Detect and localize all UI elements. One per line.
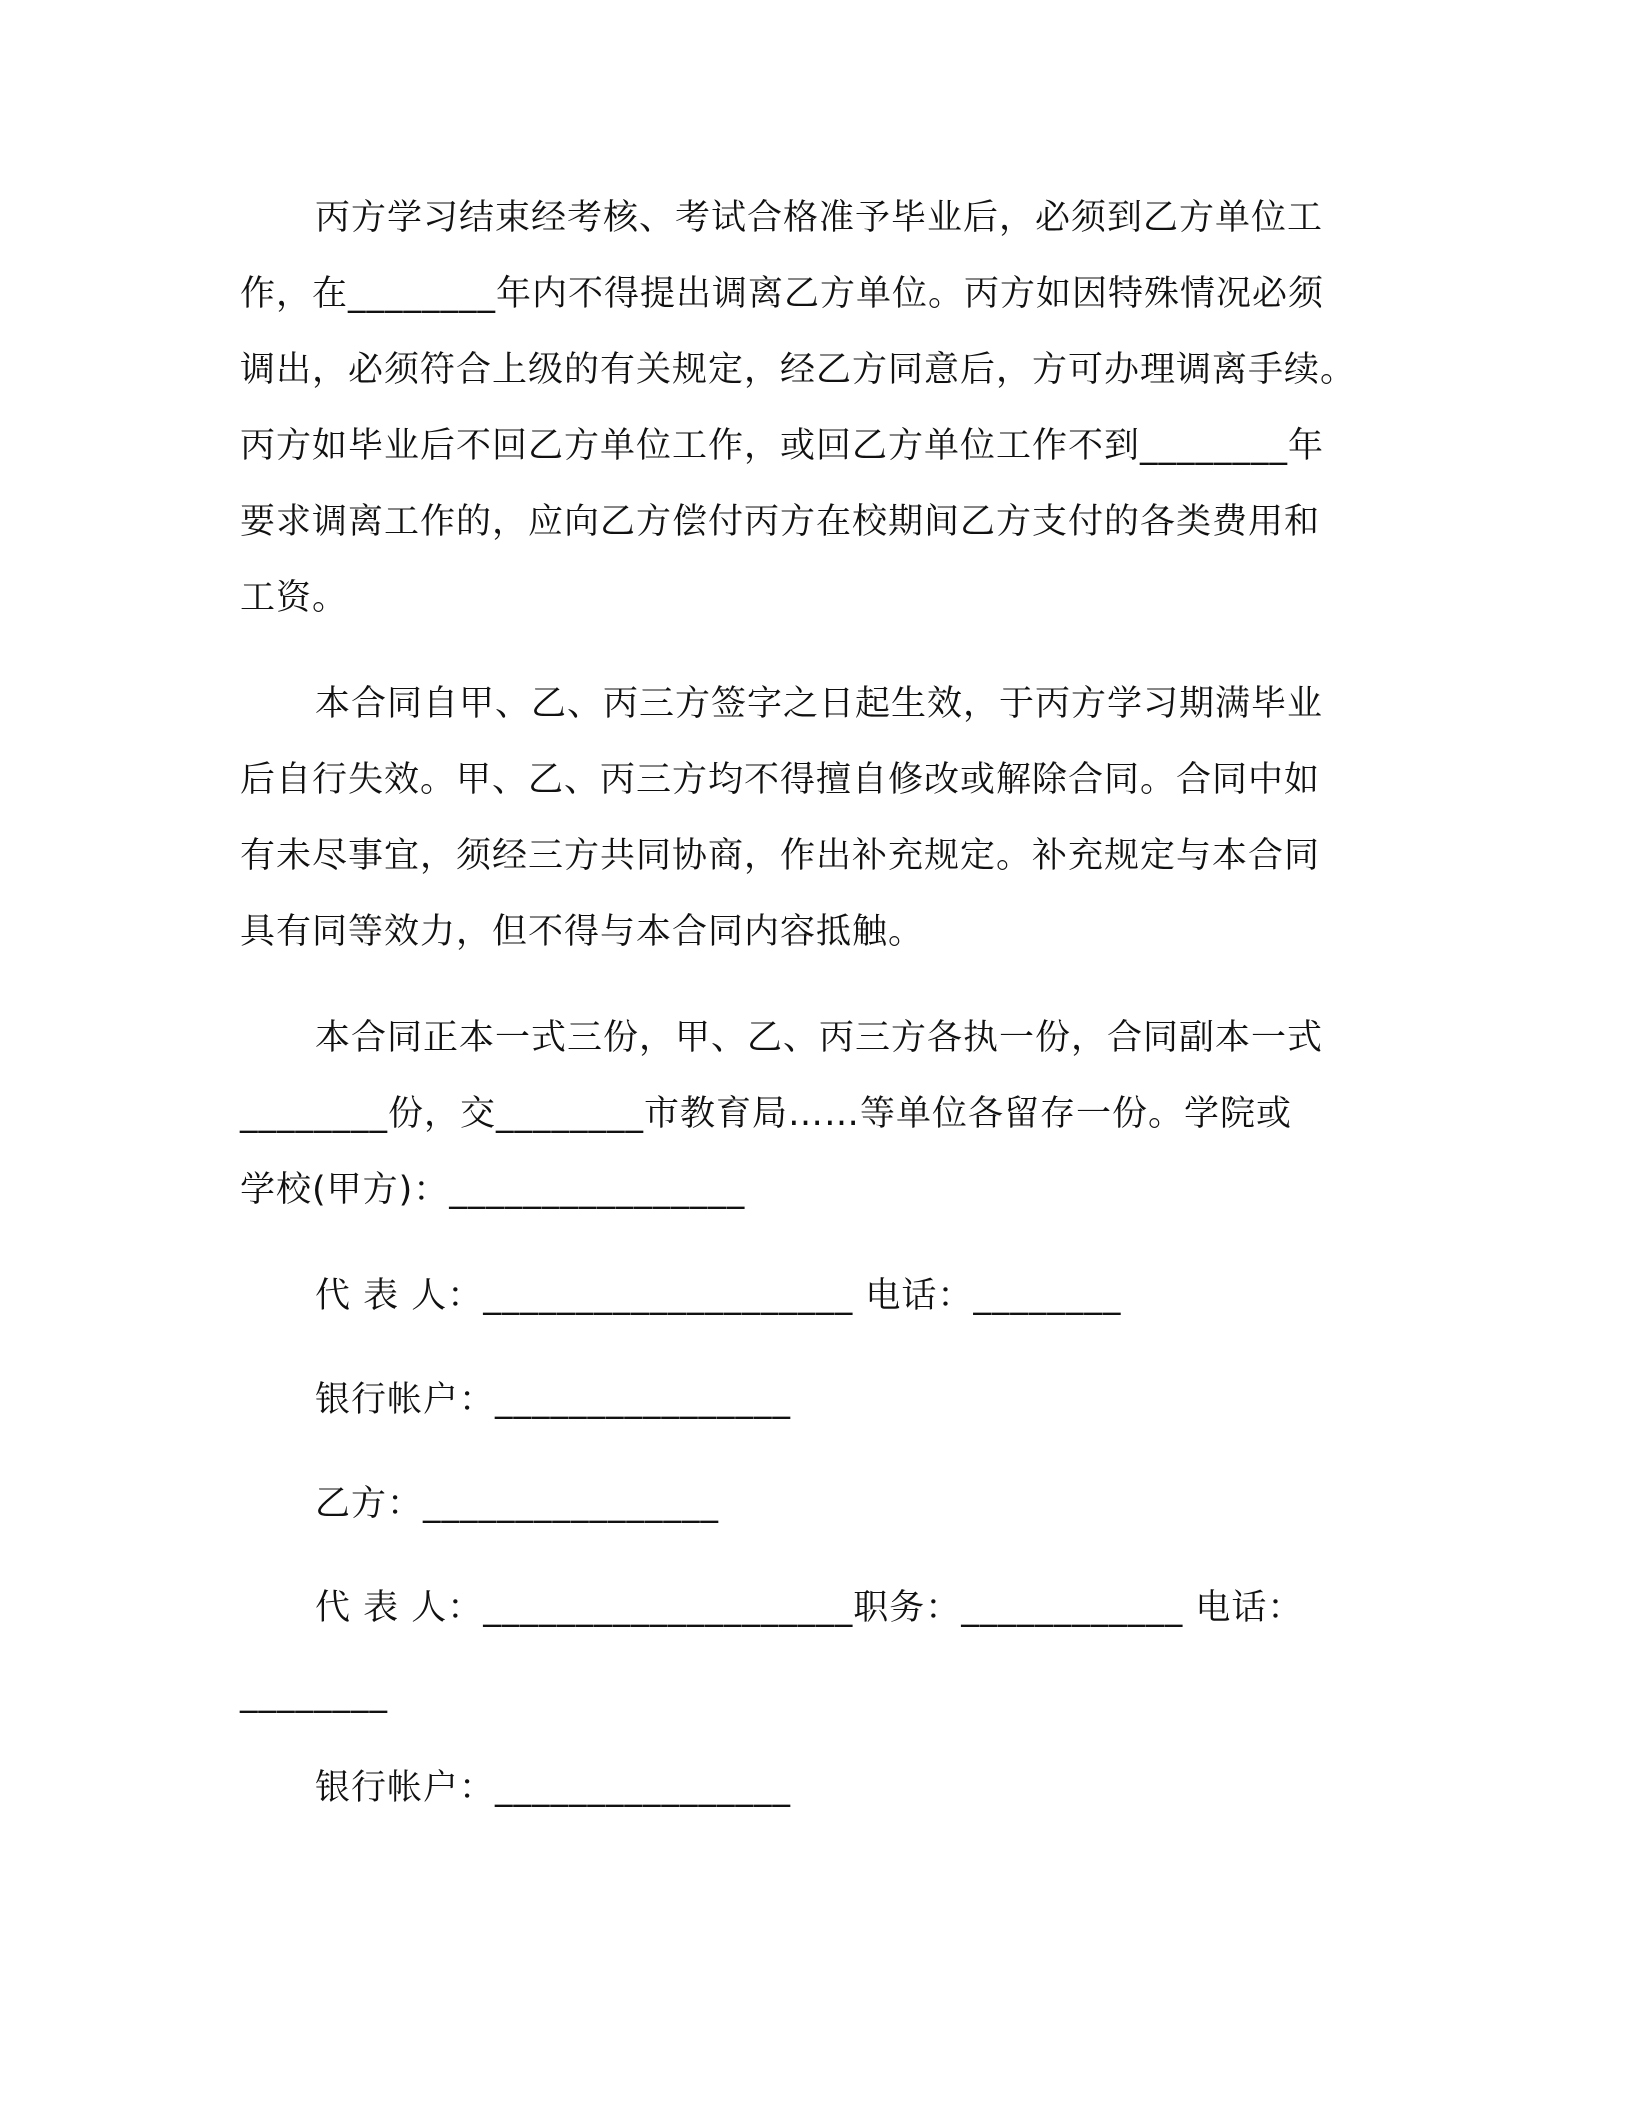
paragraph-2-line-2: 后自行失效。甲、乙、丙三方均不得擅自修改或解除合同。合同中如 <box>240 760 1321 800</box>
party-b-representative-line: 代 表 人：____________________职务：____________ 电话： <box>315 1588 1304 1628</box>
paragraph-3-line-1: 本合同正本一式三份，甲、乙、丙三方各执一份，合同副本一式 <box>315 1018 1324 1058</box>
party-a-bank-account-line: 银行帐户：________________ <box>315 1380 792 1420</box>
paragraph-1-line-2: 作，在________年内不得提出调离乙方单位。丙方如因特殊情况必须 <box>240 274 1325 314</box>
paragraph-1-line-1: 丙方学习结束经考核、考试合格准予毕业后，必须到乙方单位工 <box>315 198 1324 238</box>
party-b-bank-account-line: 银行帐户：________________ <box>315 1768 792 1808</box>
party-b-phone-blank: ________ <box>240 1674 388 1714</box>
paragraph-2-line-1: 本合同自甲、乙、丙三方签字之日起生效，于丙方学习期满毕业 <box>315 684 1324 724</box>
party-b-line: 乙方：________________ <box>315 1484 720 1524</box>
paragraph-3-line-2: ________份，交________市教育局……等单位各留存一份。学院或 <box>240 1094 1293 1134</box>
paragraph-3-line-3: 学校(甲方)：________________ <box>240 1170 746 1210</box>
party-a-representative-line: 代 表 人：____________________ 电话：________ <box>315 1276 1122 1316</box>
paragraph-1-line-4: 丙方如毕业后不回乙方单位工作，或回乙方单位工作不到________年 <box>240 426 1325 466</box>
paragraph-1-line-3: 调出，必须符合上级的有关规定，经乙方同意后，方可办理调离手续。 <box>240 350 1357 390</box>
paragraph-1-line-5: 要求调离工作的，应向乙方偿付丙方在校期间乙方支付的各类费用和 <box>240 502 1321 542</box>
paragraph-2-line-4: 具有同等效力，但不得与本合同内容抵触。 <box>240 912 925 952</box>
paragraph-2-line-3: 有未尽事宜，须经三方共同协商，作出补充规定。补充规定与本合同 <box>240 836 1321 876</box>
paragraph-1-line-6: 工资。 <box>240 578 349 618</box>
